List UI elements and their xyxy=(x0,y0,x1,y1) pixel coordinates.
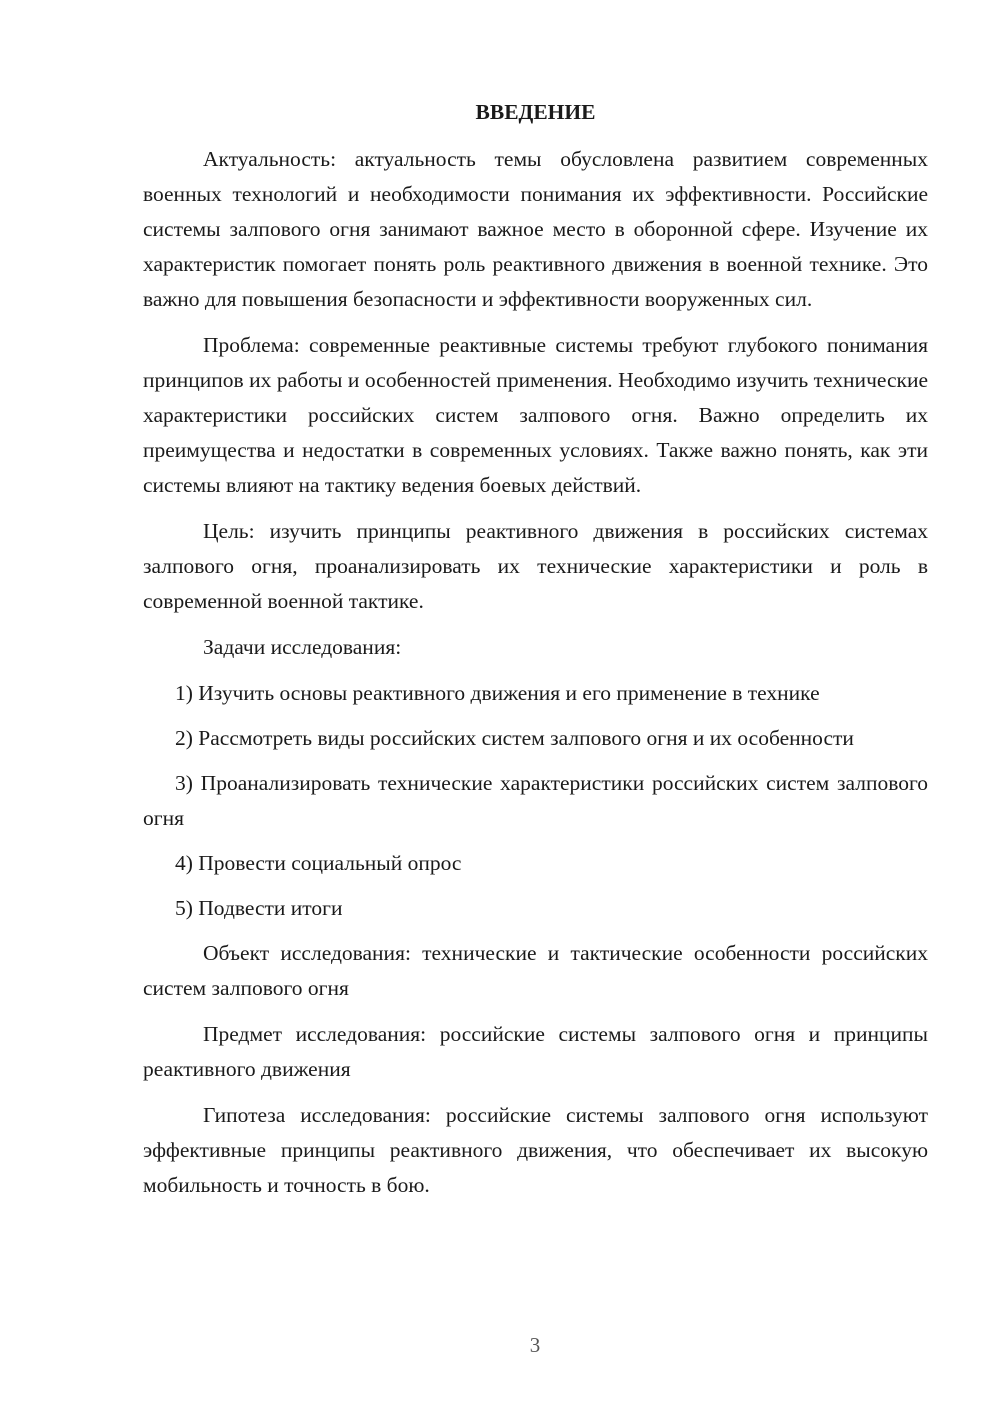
document-page xyxy=(143,95,928,1214)
object-paragraph: Объект исследования: технические и тактические особенности российских систем залпового огня xyxy=(143,941,928,1000)
page-title: ВВЕДЕНИЕ xyxy=(475,100,596,124)
subject-paragraph: Предмет исследования: российские системы залпового огня и принципы реактивного движения xyxy=(143,1022,928,1081)
list-item: 2) Рассмотреть виды российских систем залпового огня и их особенности xyxy=(175,726,854,750)
list-item: 1) Изучить основы реактивного движения и его применение в технике xyxy=(175,681,820,705)
hypothesis-paragraph: Гипотеза исследования: российские системы залпового огня используют эффективные принципы реактивного движения, что обеспечивает их высокую мобильность и точность в бою. xyxy=(143,1103,928,1197)
page-number: 3 xyxy=(529,1333,541,1357)
tasks-heading: Задачи исследования: xyxy=(203,635,402,659)
list-item: 5) Подвести итоги xyxy=(175,896,343,920)
tasks-list xyxy=(143,676,928,926)
list-item: 4) Провести социальный опрос xyxy=(175,851,462,875)
problem-paragraph: Проблема: современные реактивные системы требуют глубокого понимания принципов их работы и особенностей применения. Необходимо изучить технические характеристики российских систем залпового огня. Важно определить их преимущества и недостатки в современных условиях. Также важно понять, как эти системы влияют на тактику ведения боевых действий. xyxy=(143,333,928,497)
goal-paragraph: Цель: изучить принципы реактивного движения в российских системах залпового огня, проанализировать их технические характеристики и роль в современной военной тактике. xyxy=(143,519,928,613)
list-item: 3) Проанализировать технические характеристики российских систем залпового огня xyxy=(143,771,928,830)
relevance-paragraph: Актуальность: актуальность темы обусловлена развитием современных военных технологий и необходимости понимания их эффективности. Российские системы залпового огня занимают важное место в оборонной сфере. Изучение их характеристик помогает понять роль реактивного движения в военной технике. Это важно для повышения безопасности и эффективности вооруженных сил. xyxy=(143,147,928,311)
